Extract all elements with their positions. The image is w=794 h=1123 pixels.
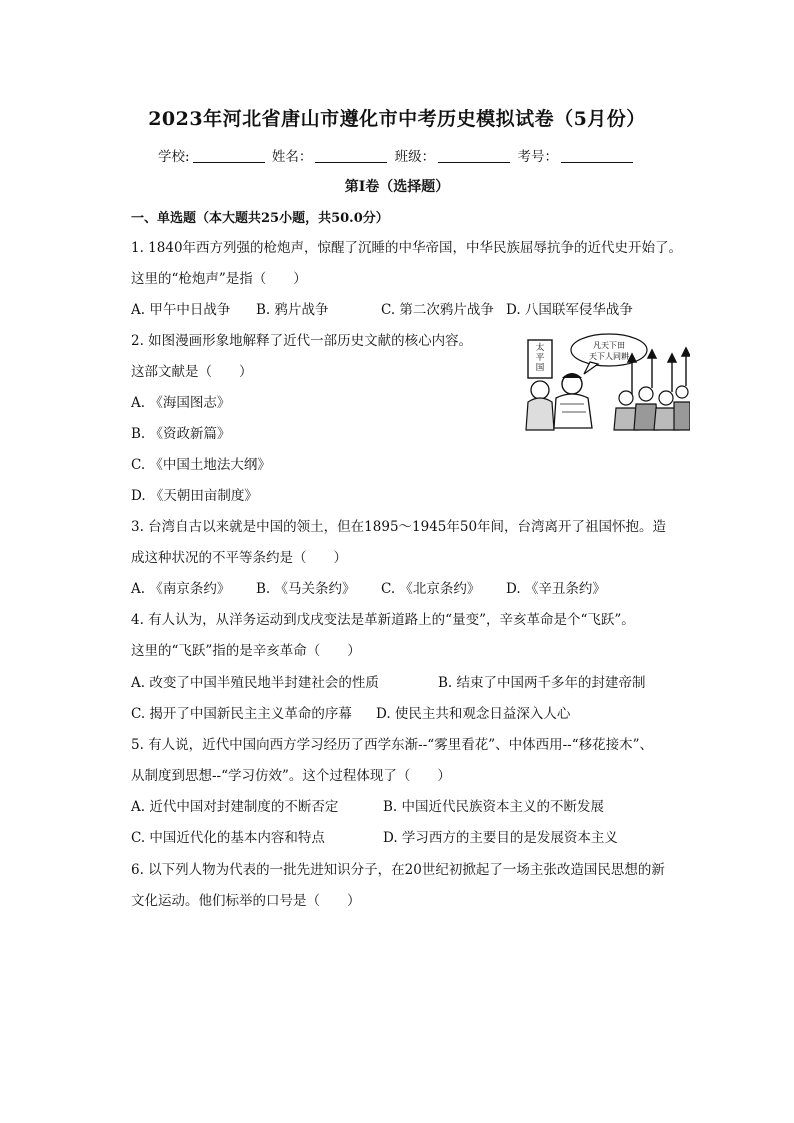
q3-option-a: A. 《南京条约》 (131, 581, 231, 597)
q4-options-row1 (131, 674, 646, 692)
q1-options (131, 301, 633, 319)
class-label: 班级： (394, 149, 436, 165)
q1-option-a: A. 甲午中日战争 (131, 302, 231, 318)
q5-stem-line1: 5. 有人说，近代中国向西方学习经历了西学东渐--“雾里看花”、中体西用--“移花接木”、 (131, 737, 654, 753)
q4-option-c: C. 揭开了中国新民主主义革命的序幕 (131, 706, 352, 722)
q4-stem-line2: 这里的“飞跃”指的是辛亥革命（ ） (131, 643, 361, 659)
section-heading: 一、单选题（本大题共25小题，共50.0分） (131, 211, 389, 226)
q2-stem-line2: 这部文献是（ ） (131, 364, 253, 380)
student-info-line (0, 145, 794, 165)
q5-options-row1 (131, 798, 604, 816)
q5-stem-line2: 从制度到思想--“学习仿效”。这个过程体现了（ ） (131, 768, 451, 784)
exam-no-blank (561, 162, 633, 163)
cartoon-bubble-line1: 凡天下田 (593, 341, 625, 350)
q5-options-row2 (131, 829, 618, 847)
q5-option-b: B. 中国近代民族资本主义的不断发展 (383, 799, 605, 815)
q2-stem-line1: 2. 如图漫画形象地解释了近代一部历史文献的核心内容。 (131, 333, 473, 349)
school-label: 学校: (158, 149, 190, 165)
taiping-cartoon-image (514, 332, 690, 432)
q1-option-c: C. 第二次鸦片战争 (381, 302, 494, 318)
q5-option-d: D. 学习西方的主要目的是发展资本主义 (383, 830, 618, 846)
class-blank (438, 162, 510, 163)
q2-option-c: C. 《中国土地法大纲》 (131, 457, 271, 473)
volume-heading: 第Ⅰ卷（选择题） (344, 179, 450, 195)
q4-option-d: D. 使民主共和观念日益深入人心 (376, 706, 571, 722)
cartoon-bubble-line2: 天下人同耕 (589, 352, 629, 361)
q1-option-d: D. 八国联军侵华战争 (506, 302, 633, 318)
q2-option-d: D. 《天朝田亩制度》 (131, 488, 258, 504)
q1-option-b: B. 鸦片战争 (256, 302, 329, 318)
q6-stem-line2: 文化运动。他们标举的口号是（ ） (131, 893, 361, 909)
q3-option-b: B. 《马关条约》 (256, 581, 356, 597)
q4-option-a: A. 改变了中国半殖民地半封建社会的性质 (131, 675, 379, 691)
q5-option-c: C. 中国近代化的基本内容和特点 (131, 830, 325, 846)
q2-option-b: B. 《资政新篇》 (131, 426, 231, 442)
exam-title: 2023年河北省唐山市遵化市中考历史模拟试卷（5月份） (148, 108, 646, 130)
cartoon-sign-text: 太平国 (535, 343, 545, 373)
q3-options (131, 580, 606, 598)
name-blank (315, 162, 387, 163)
q2-option-a: A. 《海国图志》 (131, 395, 231, 411)
q4-stem-line1: 4. 有人认为，从洋务运动到戊戌变法是革新道路上的“量变”，辛亥革命是个“飞跃”。 (131, 612, 635, 628)
q3-option-c: C. 《北京条约》 (381, 581, 481, 597)
exam-no-label: 考号： (517, 149, 558, 165)
school-blank (193, 162, 265, 163)
q3-stem-line2: 成这种状况的不平等条约是（ ） (131, 550, 347, 566)
q6-stem-line1: 6. 以下列人物为代表的一批先进知识分子，在20世纪初掀起了一场主张改造国民思想的新 (131, 862, 665, 878)
q4-option-b: B. 结束了中国两千多年的封建帝制 (438, 675, 646, 691)
q1-stem-line1: 1. 1840年西方列强的枪炮声，惊醒了沉睡的中华帝国，中华民族屈辱抗争的近代史开始了。 (131, 240, 683, 256)
q4-options-row2 (131, 705, 570, 723)
q3-option-d: D. 《辛丑条约》 (506, 581, 606, 597)
q1-stem-line2: 这里的“枪炮声”是指（ ） (131, 271, 307, 287)
q3-stem-line1: 3. 台湾自古以来就是中国的领土，但在1895～1945年50年间，台湾离开了祖国怀抱。造 (131, 519, 667, 535)
name-label: 姓名： (271, 149, 313, 165)
q5-option-a: A. 近代中国对封建制度的不断否定 (131, 799, 339, 815)
